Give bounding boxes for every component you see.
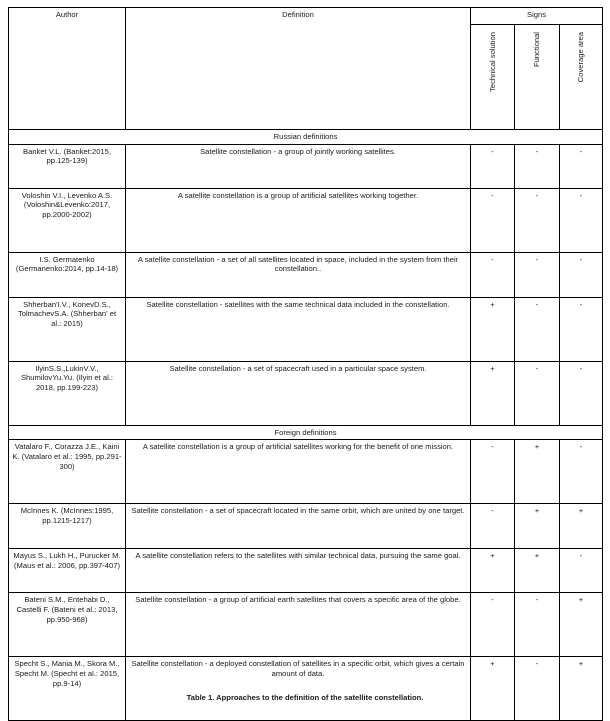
cell-technical-solution: + xyxy=(471,297,515,361)
cell-coverage-area: - xyxy=(560,188,603,252)
cell-definition: A satellite constellation is a group of artificial satellites working for the benefit of one mission. xyxy=(126,440,471,504)
definitions-table xyxy=(8,7,603,721)
section-header-label: Russian definitions xyxy=(9,130,603,145)
cell-author: Voloshin V.I., Levenko A.S. (Voloshin&Levenko:2017, pp.2000-2002) xyxy=(9,188,126,252)
cell-technical-solution: - xyxy=(471,252,515,297)
table-row xyxy=(9,549,603,593)
cell-functional: - xyxy=(515,657,560,721)
table-row xyxy=(9,504,603,549)
cell-technical-solution: + xyxy=(471,549,515,593)
table-row xyxy=(9,440,603,504)
cell-coverage-area: - xyxy=(560,440,603,504)
cell-coverage-area: - xyxy=(560,297,603,361)
section-header-row xyxy=(9,425,603,440)
cell-definition: Satellite constellation - satellites with the same technical data included in the constellation. xyxy=(126,297,471,361)
cell-functional: - xyxy=(515,361,560,425)
cell-coverage-area: - xyxy=(560,361,603,425)
cell-author: Specht S., Mania M., Skora M., Specht M. (Specht et al.: 2015, pp.9-14) xyxy=(9,657,126,721)
cell-functional: + xyxy=(515,440,560,504)
cell-coverage-area: + xyxy=(560,504,603,549)
table-row xyxy=(9,361,603,425)
cell-author: I.S. Germatenko (Germanenko:2014, pp.14-18) xyxy=(9,252,126,297)
cell-technical-solution: - xyxy=(471,144,515,188)
table-caption: Table 1. Approaches to the definition of the satellite constellation. xyxy=(186,693,424,702)
cell-coverage-area: + xyxy=(560,593,603,657)
cell-definition: A satellite constellation - a set of all satellites located in space, included in the system from their constellation.. xyxy=(126,252,471,297)
cell-technical-solution: - xyxy=(471,593,515,657)
column-header-author: Author xyxy=(9,8,126,130)
table-row xyxy=(9,252,603,297)
cell-functional: - xyxy=(515,188,560,252)
cell-technical-solution: - xyxy=(471,504,515,549)
cell-author: Shherban'I.V., KonevD.S., TolmachevS.A. (Shherban' et al.: 2015) xyxy=(9,297,126,361)
cell-coverage-area: - xyxy=(560,549,603,593)
cell-author: Bateni S.M., Entehabi D., Castelli F. (Bateni et al.: 2013, pp.950-968) xyxy=(9,593,126,657)
table-body xyxy=(9,130,603,721)
cell-author: McInnes K. (McInnes:1995, pp.1215-1217) xyxy=(9,504,126,549)
cell-author: Banket V.L. (Banket:2015, pp.125-139) xyxy=(9,144,126,188)
column-header-technical-solution-label: Technical solution xyxy=(487,32,497,92)
cell-technical-solution: - xyxy=(471,188,515,252)
cell-definition: Satellite constellation - a group of jointly working satellites. xyxy=(126,144,471,188)
table-header-row-top xyxy=(9,8,603,25)
cell-author: Mayus S., Lukh H., Purucker M. (Maus et al.: 2006, pp.397-407) xyxy=(9,549,126,593)
column-header-definition: Definition xyxy=(126,8,471,130)
table-row xyxy=(9,657,603,721)
column-header-coverage-area-label: Coverage area xyxy=(576,32,586,83)
cell-definition: Satellite constellation - a set of spacecraft located in the same orbit, which are united by one target. xyxy=(126,504,471,549)
cell-definition: Satellite constellation - a set of spacecraft used in a particular space system. xyxy=(126,361,471,425)
cell-technical-solution: + xyxy=(471,361,515,425)
table-row xyxy=(9,144,603,188)
column-header-functional-label: Functional xyxy=(532,32,542,68)
section-header-label: Foreign definitions xyxy=(9,425,603,440)
column-header-functional xyxy=(515,25,560,130)
cell-functional: - xyxy=(515,593,560,657)
cell-functional: - xyxy=(515,144,560,188)
cell-coverage-area: - xyxy=(560,144,603,188)
table-row xyxy=(9,297,603,361)
column-header-coverage-area xyxy=(560,25,603,130)
cell-technical-solution: + xyxy=(471,657,515,721)
cell-functional: - xyxy=(515,297,560,361)
cell-definition: A satellite constellation refers to the satellites with similar technical data, pursuing the same goal. xyxy=(126,549,471,593)
column-header-technical-solution xyxy=(471,25,515,130)
cell-author: IlyinS.S.,LukinV.V., ShumilovYu.Yu. (Ilyin et al.: 2018, pp.199-223) xyxy=(9,361,126,425)
table-header xyxy=(9,8,603,130)
table-row xyxy=(9,188,603,252)
cell-technical-solution: - xyxy=(471,440,515,504)
table-row xyxy=(9,593,603,657)
cell-coverage-area: - xyxy=(560,252,603,297)
cell-coverage-area: + xyxy=(560,657,603,721)
cell-functional: + xyxy=(515,504,560,549)
cell-definition: Satellite constellation - a group of artificial earth satellites that covers a specific area of the globe. xyxy=(126,593,471,657)
cell-author: Vatalaro F., Corazza J.E., Kaini K. (Vatalaro et al.: 1995, pp.291-300) xyxy=(9,440,126,504)
column-header-signs: Signs xyxy=(471,8,603,25)
cell-functional: - xyxy=(515,252,560,297)
cell-definition: A satellite constellation is a group of artificial satellites working together. xyxy=(126,188,471,252)
cell-definition: Satellite constellation - a deployed constellation of satellites in a specific orbit, which gives a certain amount of data. xyxy=(126,657,471,721)
cell-functional: + xyxy=(515,549,560,593)
section-header-row xyxy=(9,130,603,145)
